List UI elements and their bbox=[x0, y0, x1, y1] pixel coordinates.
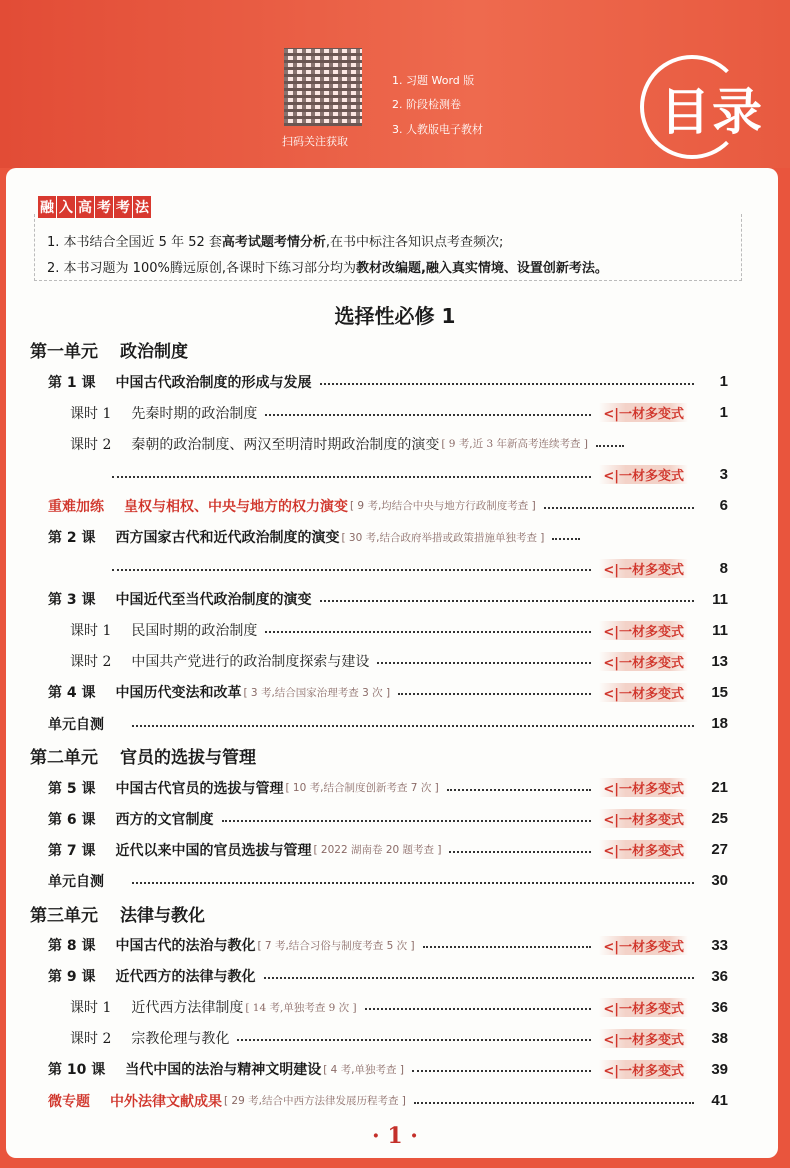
entry-title: 中国历代变法和改革 bbox=[115, 685, 242, 702]
variant-exercise-badge[interactable]: <|一材多变式 bbox=[599, 403, 688, 422]
entry-prefix: 第 2 课 bbox=[48, 530, 96, 547]
exam-frequency-note: [ 14 考,单独考查 9 次 ] bbox=[245, 1001, 357, 1014]
entry-title: 中国古代官员的选拔与管理 bbox=[115, 780, 284, 797]
page-number: · 1 · bbox=[372, 1123, 418, 1149]
toc-entry[interactable] bbox=[0, 397, 790, 428]
toc-entry[interactable] bbox=[0, 615, 790, 646]
dot-leader bbox=[320, 383, 695, 385]
entry-prefix: 第 6 课 bbox=[48, 811, 96, 828]
toc-entry[interactable] bbox=[0, 1085, 790, 1116]
exam-frequency-note: [ 9 考,近 3 年新高考连续考查 ] bbox=[441, 438, 588, 451]
dot-leader bbox=[112, 476, 591, 478]
entry-prefix: 第 8 课 bbox=[48, 938, 96, 955]
entry-prefix: 课时 2 bbox=[70, 436, 112, 453]
page-ref: 25 bbox=[711, 810, 728, 828]
intro-heading bbox=[38, 196, 152, 218]
entry-prefix: 第一单元 bbox=[30, 342, 98, 362]
page-ref: 11 bbox=[712, 621, 728, 639]
page-ref: 21 bbox=[711, 779, 728, 797]
download-item: 1. 习题 Word 版 bbox=[392, 74, 475, 87]
exam-frequency-note: [ 30 考,结合政府举措或政策措施单独考查 ] bbox=[341, 531, 545, 544]
entry-title: 宗教伦理与教化 bbox=[131, 1031, 230, 1048]
dot-leader bbox=[264, 977, 695, 979]
page-ref: 8 bbox=[719, 559, 728, 577]
intro-heading-char: 融 bbox=[38, 196, 56, 218]
intro-heading-char: 高 bbox=[76, 196, 94, 218]
unit-heading bbox=[0, 333, 790, 366]
toc-entry[interactable] bbox=[0, 584, 790, 615]
dot-leader bbox=[112, 569, 591, 571]
entry-title: 西方的文官制度 bbox=[115, 811, 214, 828]
intro-heading-char: 考 bbox=[95, 196, 113, 218]
page-ref: 13 bbox=[711, 652, 728, 670]
exam-frequency-note: [ 2022 湖南卷 20 题考查 ] bbox=[313, 844, 442, 857]
variant-exercise-badge[interactable]: <|一材多变式 bbox=[599, 683, 688, 702]
toc-entry[interactable] bbox=[0, 1023, 790, 1054]
dot-leader bbox=[320, 600, 695, 602]
toc-entry[interactable] bbox=[0, 772, 790, 803]
entry-title: 近代西方的法律与教化 bbox=[115, 969, 256, 986]
dot-leader bbox=[412, 1070, 591, 1072]
toc-entry[interactable] bbox=[0, 677, 790, 708]
entry-title: 先秦时期的政治制度 bbox=[131, 405, 258, 422]
dot-leader bbox=[132, 725, 694, 727]
entry-prefix: 课时 1 bbox=[70, 623, 112, 640]
toc-entry[interactable] bbox=[0, 646, 790, 677]
dot-leader bbox=[449, 851, 591, 853]
table-of-contents bbox=[0, 333, 790, 1116]
download-item: 3. 人教版电子教材 bbox=[392, 123, 483, 136]
entry-prefix: 第 5 课 bbox=[48, 780, 96, 797]
entry-title: 中外法律文献成果 bbox=[110, 1093, 222, 1110]
exam-frequency-note: [ 29 考,结合中西方法律发展历程考查 ] bbox=[224, 1095, 406, 1108]
dot-leader bbox=[265, 631, 591, 633]
toc-entry[interactable] bbox=[0, 865, 790, 896]
download-item: 2. 阶段检测卷 bbox=[392, 98, 461, 111]
variant-exercise-badge[interactable]: <|一材多变式 bbox=[599, 621, 688, 640]
entry-title: 中国古代政治制度的形成与发展 bbox=[115, 374, 312, 391]
toc-entry[interactable] bbox=[0, 490, 790, 521]
exam-frequency-note: [ 7 考,结合习俗与制度考查 5 次 ] bbox=[257, 939, 415, 952]
exam-frequency-note: [ 10 考,结合制度创新考查 7 次 ] bbox=[285, 782, 439, 795]
dot-leader bbox=[365, 1008, 592, 1010]
entry-prefix: 课时 1 bbox=[70, 405, 112, 422]
intro-heading-char: 法 bbox=[133, 196, 151, 218]
exam-frequency-note: [ 4 考,单独考查 ] bbox=[323, 1063, 404, 1076]
variant-exercise-badge[interactable]: <|一材多变式 bbox=[599, 998, 688, 1017]
page-ref: 1 bbox=[719, 404, 728, 422]
page-ref: 1 bbox=[719, 373, 728, 391]
dot-leader bbox=[132, 882, 694, 884]
entry-title: 中国共产党进行的政治制度探索与建设 bbox=[131, 654, 370, 671]
entry-prefix: 第 9 课 bbox=[48, 969, 96, 986]
variant-exercise-badge[interactable]: <|一材多变式 bbox=[599, 1060, 688, 1079]
entry-prefix: 第二单元 bbox=[30, 748, 98, 769]
entry-prefix: 课时 2 bbox=[70, 654, 112, 671]
toc-entry[interactable] bbox=[0, 428, 790, 459]
page-ref: 39 bbox=[711, 1060, 728, 1078]
dot-leader bbox=[237, 1039, 591, 1041]
entry-title: 当代中国的法治与精神文明建设 bbox=[125, 1062, 322, 1079]
page-ref: 38 bbox=[711, 1029, 728, 1047]
entry-title: 近代西方法律制度 bbox=[131, 1000, 244, 1017]
page-ref: 15 bbox=[711, 683, 728, 701]
page-title: 目录 bbox=[660, 83, 764, 141]
exam-frequency-note: [ 9 考,均结合中央与地方行政制度考查 ] bbox=[350, 500, 536, 513]
variant-exercise-badge[interactable]: <|一材多变式 bbox=[599, 652, 688, 671]
variant-exercise-badge[interactable]: <|一材多变式 bbox=[599, 840, 688, 859]
toc-entry[interactable] bbox=[0, 803, 790, 834]
entry-prefix: 微专题 bbox=[48, 1093, 90, 1110]
variant-exercise-badge[interactable]: <|一材多变式 bbox=[599, 465, 688, 484]
qr-label: 扫码关注获取 bbox=[282, 135, 348, 148]
toc-entry[interactable] bbox=[0, 708, 790, 739]
page-ref: 36 bbox=[711, 967, 728, 985]
entry-prefix: 第 10 课 bbox=[48, 1062, 106, 1079]
entry-prefix: 第 4 课 bbox=[48, 685, 96, 702]
entry-title: 民国时期的政治制度 bbox=[131, 623, 258, 640]
toc-entry[interactable] bbox=[0, 992, 790, 1023]
toc-entry[interactable] bbox=[0, 1054, 790, 1085]
dot-leader bbox=[544, 507, 694, 509]
toc-entry[interactable] bbox=[0, 553, 790, 584]
entry-title: 法律与教化 bbox=[120, 905, 205, 926]
page-ref: 3 bbox=[719, 466, 728, 484]
dot-leader bbox=[552, 538, 580, 540]
entry-title: 皇权与相权、中央与地方的权力演变 bbox=[124, 498, 348, 515]
page-ref: 30 bbox=[711, 872, 728, 890]
dot-leader bbox=[398, 693, 591, 695]
entry-prefix: 单元自测 bbox=[48, 873, 104, 890]
entry-title: 秦朝的政治制度、两汉至明清时期政治制度的演变 bbox=[131, 436, 440, 453]
dot-leader bbox=[423, 946, 592, 948]
page-ref: 6 bbox=[719, 497, 728, 515]
variant-exercise-badge[interactable]: <|一材多变式 bbox=[599, 809, 688, 828]
dot-leader bbox=[222, 820, 592, 822]
page-ref: 11 bbox=[712, 590, 728, 608]
intro-line-1: 1. 本书结合全国近 5 年 52 套高考试题考情分析,在书中标注各知识点考查频次; bbox=[47, 235, 504, 250]
dot-leader bbox=[414, 1102, 694, 1104]
unit-heading bbox=[0, 739, 790, 772]
intro-line-2: 2. 本书习题为 100%腾远原创,各课时下练习部分均为教材改编题,融入真实情境、设置创新考法。 bbox=[47, 261, 608, 276]
entry-prefix: 重难加练 bbox=[48, 498, 104, 515]
page-ref: 27 bbox=[711, 841, 728, 859]
page-ref: 18 bbox=[711, 715, 728, 733]
toc-entry[interactable] bbox=[0, 521, 790, 552]
intro-heading-char: 考 bbox=[114, 196, 132, 218]
intro-heading-char: 入 bbox=[57, 196, 75, 218]
entry-title: 近代以来中国的官员选拔与管理 bbox=[115, 842, 312, 859]
entry-title: 西方国家古代和近代政治制度的演变 bbox=[115, 530, 340, 547]
page-ref: 33 bbox=[711, 936, 728, 954]
dot-leader bbox=[596, 445, 624, 447]
entry-prefix: 第 7 课 bbox=[48, 842, 96, 859]
page-ref: 36 bbox=[711, 998, 728, 1016]
variant-exercise-badge[interactable]: <|一材多变式 bbox=[599, 936, 688, 955]
qr-code[interactable] bbox=[284, 48, 362, 126]
entry-prefix: 课时 1 bbox=[70, 1000, 112, 1017]
header-banner bbox=[0, 0, 790, 168]
toc-entry[interactable] bbox=[0, 459, 790, 490]
entry-prefix: 第 3 课 bbox=[48, 592, 96, 609]
entry-title: 官员的选拔与管理 bbox=[120, 748, 256, 769]
dot-leader bbox=[447, 789, 592, 791]
toc-entry[interactable] bbox=[0, 366, 790, 397]
entry-prefix: 第 1 课 bbox=[48, 374, 96, 391]
entry-title: 政治制度 bbox=[120, 342, 188, 362]
entry-prefix: 单元自测 bbox=[48, 716, 104, 733]
dot-leader bbox=[377, 662, 591, 664]
variant-exercise-badge[interactable]: <|一材多变式 bbox=[599, 1029, 688, 1048]
toc-entry[interactable] bbox=[0, 961, 790, 992]
unit-heading bbox=[0, 897, 790, 930]
entry-prefix: 课时 2 bbox=[70, 1031, 112, 1048]
exam-frequency-note: [ 3 考,结合国家治理考查 3 次 ] bbox=[243, 686, 391, 699]
intro-box bbox=[34, 214, 742, 281]
entry-title: 中国近代至当代政治制度的演变 bbox=[115, 592, 312, 609]
variant-exercise-badge[interactable]: <|一材多变式 bbox=[599, 559, 688, 578]
variant-exercise-badge[interactable]: <|一材多变式 bbox=[599, 778, 688, 797]
page-ref: 41 bbox=[711, 1092, 728, 1110]
entry-prefix: 第三单元 bbox=[30, 905, 98, 926]
book-title: 选择性必修 1 bbox=[334, 304, 456, 328]
toc-entry[interactable] bbox=[0, 834, 790, 865]
dot-leader bbox=[265, 414, 591, 416]
toc-entry[interactable] bbox=[0, 930, 790, 961]
entry-title: 中国古代的法治与教化 bbox=[115, 938, 256, 955]
